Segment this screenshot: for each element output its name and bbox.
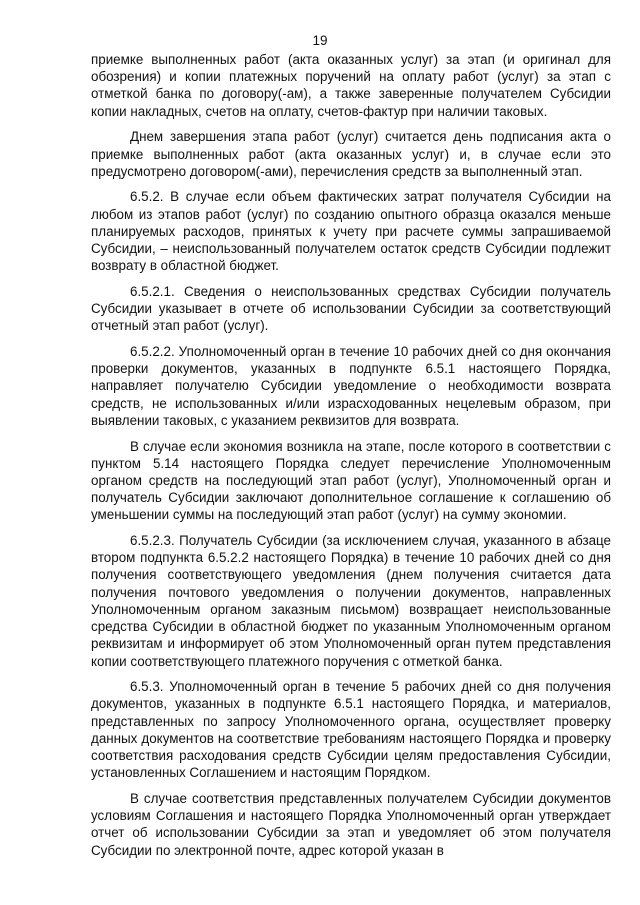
document-body [91, 51, 611, 867]
page-number: 19 [312, 33, 328, 48]
paragraph: Днем завершения этапа работ (услуг) считается день подписания акта о приемке выполненных работ (акта оказанных услуг) и, в случае если это предусмотрено договором(-ами), перечисления средств за выполненный этап. [91, 129, 611, 179]
paragraph: В случае соответствия представленных получателем Субсидии документов условиям Соглашения и настоящего Порядка Уполномоченный орган утверждает отчет об использовании Субсидии за этап и уведомляет об этом получателя Субсидии по электронной почте, адрес которой указан в [91, 790, 611, 858]
paragraph: 6.5.2.1. Сведения о неиспользованных средствах Субсидии получатель Субсидии указывает в отчете об использовании Субсидии за соответствующий отчетный этап работ (услуг). [91, 283, 611, 334]
paragraph: 6.5.2. В случае если объем фактических затрат получателя Субсидии на любом из этапов работ (услуг) по созданию опытного образца оказался меньше планируемых расходов, принятых к учету при расчете суммы запрашиваемой Субсидии, – неиспользованный получателем остаток средств Субсидии подлежит возврату в областной бюджет. [91, 189, 611, 274]
paragraph: 6.5.2.2. Уполномоченный орган в течение 10 рабочих дней со дня окончания проверки документов, указанных в подпункте 6.5.1 настоящего Порядка, направляет получателю Субсидии уведомление о необходимости возврата средств, не использованных и/или израсходованных нецелевым образом, при выявлении таковых, с указанием реквизитов для возврата. [91, 344, 611, 428]
paragraph: 6.5.3. Уполномоченный орган в течение 5 рабочих дней со дня получения документов, указанных в подпункте 6.5.1 настоящего Порядка, и материалов, представленных по запросу Уполномоченного органа, осуществляет проверку данных документов на соответствие требованиям настоящего Порядка и проверку соответствия расходования средств Субсидии целям предоставления Субсидии, установленных Соглашением и настоящим Порядком. [91, 679, 611, 781]
paragraph: 6.5.2.3. Получатель Субсидии (за исключением случая, указанного в абзаце втором подпункта 6.5.2.2 настоящего Порядка) в течение 10 рабочих дней со дня получения соответствующего уведомления (днем получения считается дата получения почтового уведомления о получении документов, направленных Уполномоченным органом заказным письмом) возвращает неиспользованные средства Субсидии в областной бюджет по указанным Уполномоченным органом реквизитам и информирует об этом Уполномоченный орган путем представления копии соответствующего платежного поручения с отметкой банка. [91, 533, 611, 669]
paragraph: В случае если экономия возникла на этапе, после которого в соответствии с пунктом 5.14 настоящего Порядка следует перечисление Уполномоченным органом средств на последующий этап работ (услуг), Уполномоченный орган и получатель Субсидии заключают дополнительное соглашение к соглашению об уменьшении суммы на последующий этап работ (услуг) на сумму экономии. [91, 438, 611, 523]
paragraph: приемке выполненных работ (акта оказанных услуг) за этап (и оригинал для обозрения) и копии платежных поручений на оплату работ (услуг) за этап с отметкой банка по договору(-ам), а также заверенные получателем Субсидии копии накладных, счетов на оплату, счетов-фактур при наличии таковых. [91, 52, 611, 119]
